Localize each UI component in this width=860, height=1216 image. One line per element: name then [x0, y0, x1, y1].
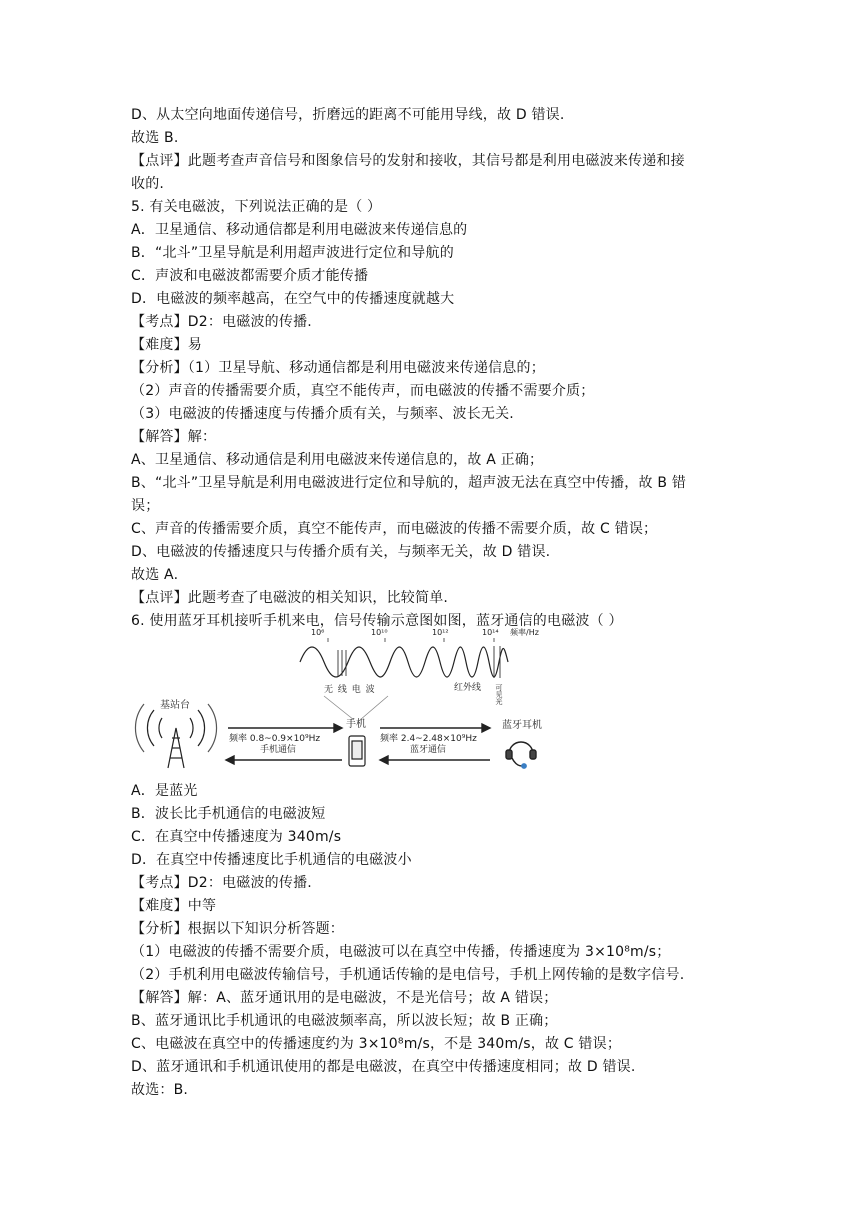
option-b: B．“北斗”卫星导航是利用超声波进行定位和导航的: [131, 245, 454, 261]
text-line: 故选 B.: [131, 130, 179, 146]
text-line: 收的.: [131, 176, 165, 192]
option-a: A．卫星通信、移动通信都是利用电磁波来传递信息的: [131, 222, 468, 238]
text-line: 误；: [131, 498, 160, 514]
question-5-stem: 5. 有关电磁波，下列说法正确的是（ ）: [131, 199, 382, 215]
tick-label: 10¹⁰: [371, 628, 388, 637]
bluetooth-comm-label: 蓝牙通信: [410, 745, 447, 755]
text-line: 【难度】易: [131, 337, 202, 353]
spectrum-wave: [300, 647, 508, 677]
text-line: D、从太空向地面传递信号，折磨远的距离不可能用导线，故 D 错误.: [131, 107, 565, 123]
text-line: 【难度】中等: [131, 898, 217, 914]
tick-label: 10¹⁴: [482, 628, 499, 637]
option-b: B．波长比手机通信的电磁波短: [131, 806, 326, 822]
text-line: （3）电磁波的传播速度与传播介质有关，与频率、波长无关.: [131, 406, 514, 422]
text-line: D、电磁波的传播速度只与传播介质有关，与频率无关，故 D 错误.: [131, 544, 551, 560]
text-line: 【分析】根据以下知识分析答题：: [131, 921, 344, 937]
bluetooth-headset-icon: [506, 742, 536, 768]
band-label-visible: 可见光: [495, 684, 503, 705]
text-line: 【考点】D2：电磁波的传播.: [131, 314, 312, 330]
text-line: （2）声音的传播需要介质，真空不能传声，而电磁波的传播不需要介质；: [131, 383, 595, 399]
text-line: （1）电磁波的传播不需要介质，电磁波可以在真空中传播，传播速度为 3×10⁸m/s；: [131, 944, 671, 960]
text-line: 【考点】D2：电磁波的传播.: [131, 875, 312, 891]
text-line: D、蓝牙通讯和手机通讯使用的都是电磁波，在真空中传播速度相同；故 D 错误.: [131, 1059, 636, 1075]
phone-label: 手机: [346, 719, 366, 730]
option-d: D．在真空中传播速度比手机通信的电磁波小: [131, 852, 412, 868]
text-line: C、电磁波在真空中的传播速度约为 3×10⁸m/s，不是 340m/s，故 C 错误；: [131, 1036, 622, 1052]
text-line: B、“北斗”卫星导航是利用电磁波进行定位和导航的，超声波无法在真空中传播，故 B 错: [131, 475, 687, 491]
bluetooth-frequency-label: 频率 2.4~2.48×10⁹Hz: [380, 734, 477, 744]
band-label-infrared: 红外线: [454, 683, 482, 693]
phone-frequency-label: 频率 0.8~0.9×10⁹Hz: [229, 734, 321, 744]
base-station-label: 基站台: [160, 700, 190, 711]
option-a: A．是蓝光: [131, 783, 198, 799]
phone-comm-label: 手机通信: [260, 745, 297, 755]
mobile-phone-icon: [349, 736, 365, 766]
tick-label: 10¹²: [432, 628, 449, 637]
text-line: 【分析】（1）卫星导航、移动通信都是利用电磁波来传递信息的；: [131, 360, 545, 376]
text-line: 【点评】此题考查了电磁波的相关知识，比较简单.: [131, 590, 449, 606]
text-line: C、声音的传播需要介质，真空不能传声，而电磁波的传播不需要介质，故 C 错误；: [131, 521, 658, 537]
antenna-tower-icon: [135, 704, 216, 768]
text-line: 【解答】解：: [131, 429, 217, 445]
option-c: C．声波和电磁波都需要介质才能传播: [131, 268, 369, 284]
option-c: C．在真空中传播速度为 340m/s: [131, 829, 342, 845]
band-label-radio: 无 线 电 波: [324, 685, 376, 695]
text-line: 故选 A.: [131, 567, 179, 583]
text-line: A、卫星通信、移动通信是利用电磁波来传递信息的，故 A 正确；: [131, 452, 544, 468]
text-line: 【点评】此题考查声音信号和图象信号的发射和接收，其信号都是利用电磁波来传递和接: [131, 153, 685, 169]
text-line: 故选：B.: [131, 1082, 189, 1098]
headset-label: 蓝牙耳机: [502, 720, 542, 731]
question-6-stem: 6. 使用蓝牙耳机接听手机来电，信号传输示意图如图，蓝牙通信的电磁波（ ）: [131, 613, 623, 629]
freq-unit-label: 频率/Hz: [510, 628, 539, 637]
signal-transmission-diagram: [128, 620, 560, 778]
tick-label: 10⁶: [311, 628, 325, 637]
text-line: 【解答】解：A、蓝牙通讯用的是电磁波，不是光信号；故 A 错误；: [131, 990, 558, 1006]
text-line: B、蓝牙通讯比手机通讯的电磁波频率高，所以波长短；故 B 正确；: [131, 1013, 558, 1029]
text-line: （2）手机利用电磁波传输信号，手机通话传输的是电信号，手机上网传输的是数字信号.: [131, 967, 685, 983]
option-d: D．电磁波的频率越高，在空气中的传播速度就越大: [131, 291, 455, 307]
